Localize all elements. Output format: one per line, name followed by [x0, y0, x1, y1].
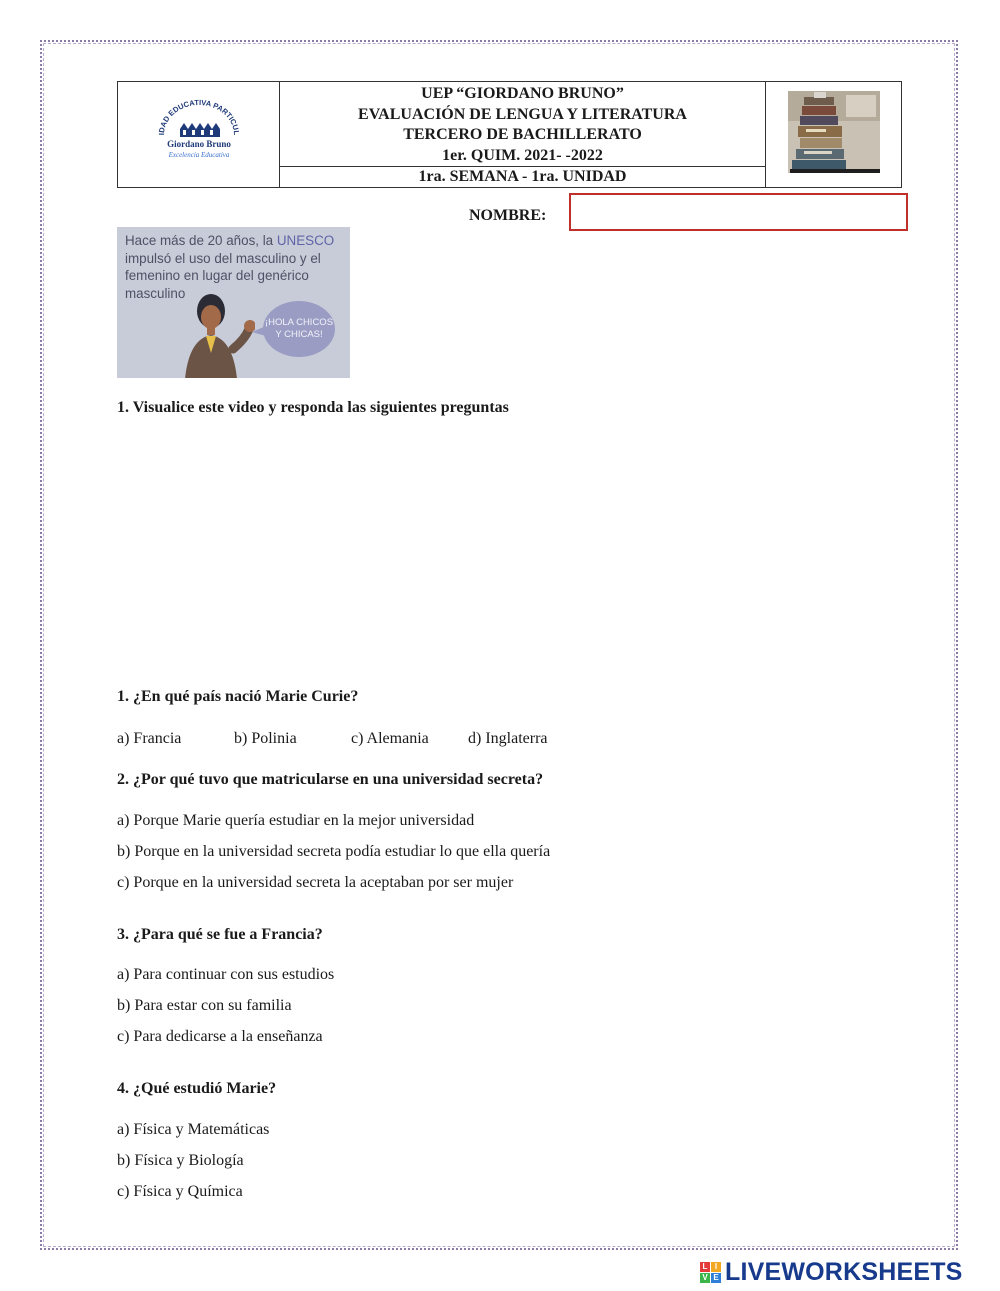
- unesco-caption-rest: impulsó el uso del masculino y el femenino en lugar del genérico masculino: [125, 250, 321, 301]
- q1-option-d[interactable]: d) Inglaterra: [468, 730, 548, 747]
- teacher-illustration: [175, 287, 255, 378]
- q2-option-c[interactable]: c) Porque en la universidad secreta la aceptaban por ser mujer: [117, 874, 514, 891]
- liveworksheets-watermark[interactable]: [700, 1258, 963, 1286]
- speech-bubble: [263, 301, 335, 357]
- school-logo: [156, 99, 242, 165]
- q1-option-a[interactable]: a) Francia: [117, 730, 182, 747]
- unesco-caption-start: Hace más de 20 años, la: [125, 233, 277, 248]
- question-2: 2. ¿Por qué tuvo que matricularse en una universidad secreta?: [117, 771, 544, 788]
- q4-option-b[interactable]: b) Física y Biología: [117, 1152, 244, 1169]
- q2-option-b[interactable]: b) Porque en la universidad secreta podía estudiar lo que ella quería: [117, 843, 551, 860]
- q1-option-c[interactable]: c) Alemania: [351, 730, 429, 747]
- speech-bubble-line-2: Y CHICAS!: [275, 329, 323, 340]
- wm-grid-letter-l: L: [700, 1262, 710, 1272]
- unesco-highlight: UNESCO: [276, 233, 335, 248]
- wm-grid-letter-i: I: [711, 1262, 721, 1272]
- books-image-cell: [766, 82, 902, 188]
- q2-option-a[interactable]: a) Porque Marie quería estudiar en la mejor universidad: [117, 812, 475, 829]
- liveworksheets-logo-icon: [700, 1262, 721, 1283]
- nombre-input[interactable]: [569, 193, 908, 231]
- logo-arc-text: IDAD EDUCATIVA PARTICUL: [156, 99, 241, 136]
- wm-grid-letter-v: V: [700, 1273, 710, 1283]
- q4-option-a[interactable]: a) Física y Matemáticas: [117, 1121, 270, 1138]
- school-logo-cell: [118, 82, 280, 188]
- speech-bubble-line-1: ¡HOLA CHICOS: [264, 317, 334, 328]
- question-3: 3. ¿Para qué se fue a Francia?: [117, 926, 323, 943]
- q3-option-c[interactable]: c) Para dedicarse a la enseñanza: [117, 1028, 323, 1045]
- nombre-label: NOMBRE:: [469, 207, 547, 224]
- school-period: 1er. QUIM. 2021- -2022: [442, 146, 603, 164]
- header-title-cell: [280, 82, 766, 167]
- exam-title: EVALUACIÓN DE LENGUA Y LITERATURA: [358, 105, 687, 123]
- logo-name: Giordano Bruno: [166, 139, 231, 149]
- header-table: [117, 81, 902, 188]
- q4-option-c[interactable]: c) Física y Química: [117, 1183, 243, 1200]
- books-stack-image: [788, 91, 880, 173]
- liveworksheets-wordmark: LIVEWORKSHEETS: [725, 1258, 963, 1286]
- question-4: 4. ¿Qué estudió Marie?: [117, 1080, 277, 1097]
- logo-tagline: Excelencia Educativa: [168, 151, 229, 159]
- question-1: 1. ¿En qué país nació Marie Curie?: [117, 688, 359, 705]
- wm-grid-letter-e: E: [711, 1273, 721, 1283]
- q3-option-b[interactable]: b) Para estar con su familia: [117, 997, 292, 1014]
- grade-level: TERCERO DE BACHILLERATO: [403, 126, 642, 143]
- week-unit-cell: 1ra. SEMANA - 1ra. UNIDAD: [280, 167, 766, 188]
- school-name: UEP “GIORDANO BRUNO”: [421, 85, 624, 102]
- unesco-image: [117, 227, 350, 378]
- q1-option-b[interactable]: b) Polinia: [234, 730, 297, 747]
- video-instruction: 1. Visualice este video y responda las siguientes preguntas: [117, 399, 509, 416]
- q3-option-a[interactable]: a) Para continuar con sus estudios: [117, 966, 335, 983]
